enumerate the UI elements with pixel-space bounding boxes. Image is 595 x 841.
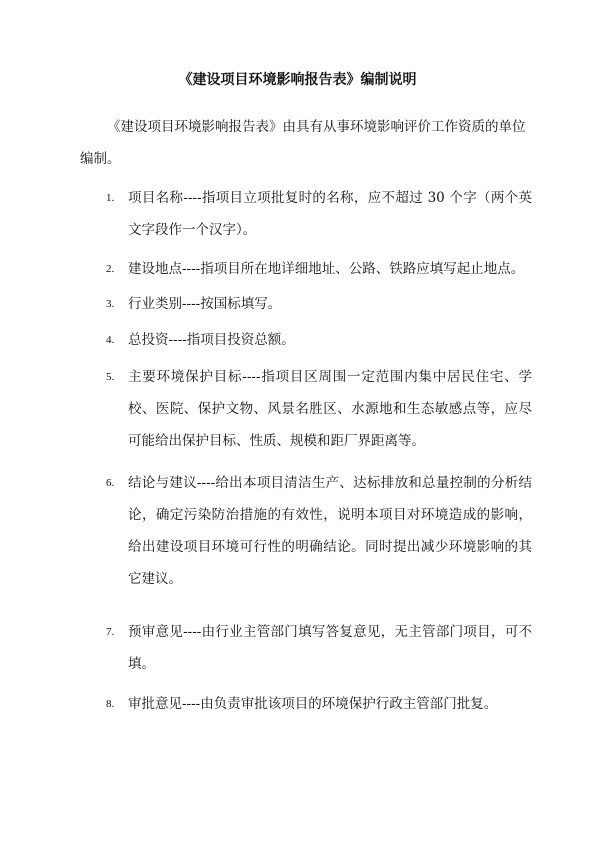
- list-item: [80, 253, 532, 285]
- list-item-number: 4.: [106, 334, 115, 346]
- list-item-number: 2.: [106, 263, 115, 275]
- list-item-text: 建设地点----指项目所在地详细地址、公路、铁路应填写起止地点。: [128, 261, 525, 277]
- list-item-text: 主要环境保护目标----指项目区周围一定范围内集中居民住宅、学校、医院、保护文物、风景名胜区、水源地和生态敏感点等，应尽可能给出保护目标、性质、规模和距厂界距离等。: [128, 369, 532, 449]
- list-item: [80, 361, 532, 457]
- list-item-text: 行业类别----按国标填写。: [128, 296, 282, 312]
- list-item: [80, 467, 532, 595]
- list-item: [80, 324, 532, 356]
- list-item-text: 项目名称----指项目立项批复时的名称，应不超过 30 个字（两个英文字段作一个汉字）。: [128, 190, 532, 238]
- list-item-text: 结论与建议----给出本项目清洁生产、达标排放和总量控制的分析结论，确定污染防治措施的有效性，说明本项目对环境造成的影响，给出建设项目环境可行性的明确结论。同时提出减少环境影响的其它建议。: [128, 475, 532, 587]
- list-item-text: 预审意见----由行业主管部门填写答复意见，无主管部门项目，可不填。: [128, 624, 532, 672]
- list-item: [80, 688, 532, 720]
- list-item-number: 3.: [106, 298, 115, 310]
- list-item-number: 6.: [106, 477, 115, 489]
- intro-paragraph: 《建设项目环境影响报告表》由具有从事环境影响评价工作资质的单位编制。: [80, 119, 526, 167]
- list-item-text: 总投资----指项目投资总额。: [128, 332, 295, 348]
- list-item: [80, 182, 532, 246]
- list-item-number: 8.: [106, 698, 115, 710]
- list-item-number: 5.: [106, 371, 115, 383]
- list-item-number: 1.: [106, 192, 115, 204]
- list-item: [80, 288, 532, 320]
- list-item-text: 审批意见----由负责审批该项目的环境保护行政主管部门批复。: [128, 696, 498, 712]
- list-item: [80, 616, 532, 680]
- page-title: 《建设项目环境影响报告表》编制说明: [178, 72, 417, 88]
- list-item-number: 7.: [106, 626, 115, 638]
